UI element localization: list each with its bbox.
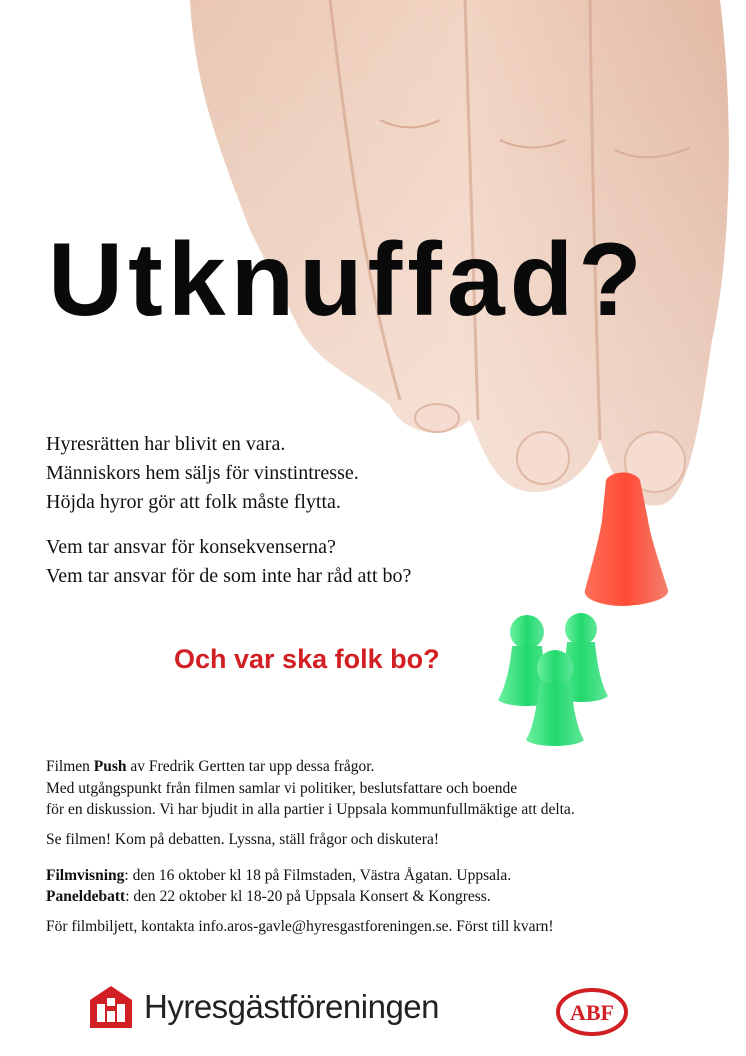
film-intro — [46, 756, 716, 778]
body-line: Med utgångspunkt från filmen samlar vi politiker, beslutsfattare och boende — [46, 779, 518, 797]
intro-line: Höjda hyror gör att folk måste flytta. — [46, 491, 341, 513]
intro-line: Hyresrätten har blivit en vara. — [46, 433, 286, 455]
screening-label: Filmvisning — [46, 866, 125, 884]
debate-text: : den 22 oktober kl 18-20 på Uppsala Konsert & Kongress. — [125, 888, 491, 906]
film-intro-post: av Fredrik Gertten tar upp dessa frågor. — [126, 758, 375, 775]
film-intro-pre: Filmen — [46, 758, 94, 775]
tagline: Och var ska folk bo? — [174, 644, 440, 674]
intro-text — [46, 430, 411, 591]
intro-question: Vem tar ansvar för de som inte har råd att bo? — [46, 565, 412, 587]
debate-label: Paneldebatt — [46, 888, 126, 906]
screening-text: : den 16 oktober kl 18 på Filmstaden, Västra Ågatan. Uppsala. — [124, 866, 512, 884]
intro-line: Människors hem säljs för vinstintresse. — [46, 462, 359, 484]
abf-text: ABF — [570, 1000, 614, 1025]
hyresgastforeningen-logo — [88, 984, 439, 1030]
intro-question: Vem tar ansvar för konsekvenserna? — [46, 536, 336, 558]
film-title: Push — [93, 758, 127, 775]
abf-logo — [555, 986, 629, 1038]
debate-info — [46, 886, 716, 908]
headline: Utknuffad? — [48, 222, 647, 338]
body-line: för en diskussion. Vi har bjudit in alla partier i Uppsala kommunfullmäktige att delta. — [46, 801, 575, 819]
call-to-action: Se filmen! Kom på debatten. Lyssna, ställ frågor och diskutera! — [46, 831, 439, 849]
ticket-info: För filmbiljett, kontakta info.aros-gavle@hyresgastforeningen.se. Först till kvarn! — [46, 918, 554, 936]
screening-info — [46, 865, 716, 887]
event-details — [46, 756, 716, 938]
hgf-house-icon — [88, 984, 134, 1030]
hgf-wordmark: Hyresgästföreningen — [144, 988, 440, 1025]
